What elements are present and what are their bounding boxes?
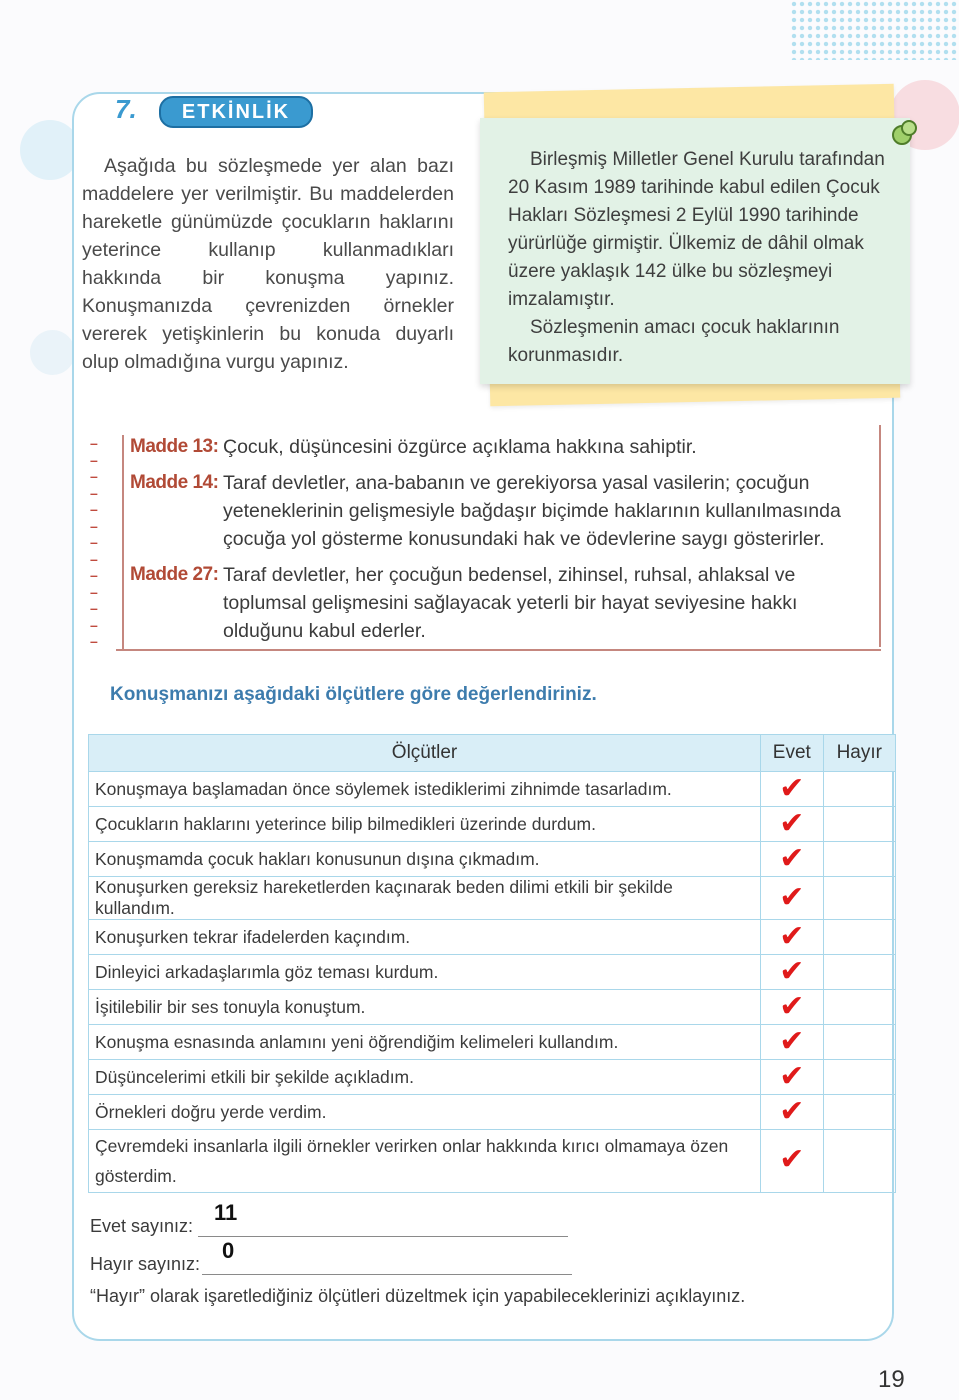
table-row [89, 1130, 896, 1193]
final-instruction: “Hayır” olarak işaretlediğiniz ölçütleri düzeltmek için yapabileceklerinizi açıklayınız. [90, 1286, 746, 1306]
criterion-text: Konuşurken tekrar ifadelerden kaçındım. [89, 920, 761, 955]
intro-paragraph: Aşağıda bu sözleşmede yer alan bazı maddelere yer verilmiştir. Bu maddelerden hareketle günümüzde çocukların haklarını yeterince kullanıp kullanmadıkları hakkında bir konuşma yapınız. Konuşmanızda çevrenizden örnekler vererek yetişkinlerin bu konuda duyarlı olup olmadığına vurgu yapınız. [82, 155, 454, 373]
criterion-text: Konuşmaya başlamadan önce söylemek istediklerimi zihnimde tasarladım. [89, 772, 761, 807]
checkmark-icon: ✔ [779, 954, 805, 989]
table-row [89, 842, 896, 877]
criterion-text: Örnekleri doğru yerde verdim. [89, 1095, 761, 1130]
yes-count [90, 1200, 238, 1237]
table-row [89, 920, 896, 955]
article-text: Taraf devletler, her çocuğun bedensel, zihinsel, ruhsal, ahlaksal ve toplumsal gelişmesini sağlayacak yeterli bir hayat seviyesine hakkı olduğunu kabul ederler. [223, 564, 798, 642]
no-cell[interactable] [823, 955, 895, 990]
article-label: Madde 27: [130, 564, 219, 585]
articles-right-border [879, 425, 881, 647]
yes-cell[interactable] [761, 807, 823, 842]
header-criteria: Ölçütler [89, 735, 761, 772]
activity-number: 7. [115, 94, 137, 124]
evaluation-subtitle: Konuşmanızı aşağıdaki ölçütlere göre değerlendiriniz. [110, 684, 597, 705]
table-row [89, 1060, 896, 1095]
table-row [89, 807, 896, 842]
checkmark-icon: ✔ [779, 989, 805, 1024]
checkmark-icon: ✔ [779, 919, 805, 954]
no-cell[interactable] [823, 1095, 895, 1130]
article-label: Madde 14: [130, 472, 219, 493]
yes-cell[interactable] [761, 990, 823, 1025]
note-paragraph-1: Birleşmiş Milletler Genel Kurulu tarafından 20 Kasım 1989 tarihinde kabul edilen Çocuk Hakları Sözleşmesi 2 Eylül 1990 tarihinde yürürlüğe girmiştir. Ülkemiz de dâhil olmak üzere yaklaşık 142 ülke bu sözleşmeyi imzalamıştır. [508, 149, 885, 310]
yes-cell[interactable] [761, 842, 823, 877]
article-text: Taraf devletler, ana-babanın ve gerekiyorsa yasal vasilerin; çocuğun yeteneklerinin gelişmesiyle bağdaşır biçimde haklarının kullanılmasında çocuğa yol gösterme konusundaki hak ve ödevlerine saygı gösterirler. [223, 472, 841, 550]
table-row [89, 1025, 896, 1060]
no-cell[interactable] [823, 877, 895, 920]
page-number: 19 [878, 1366, 905, 1393]
decorative-dots [790, 0, 959, 60]
no-count [90, 1238, 235, 1275]
criteria-body [89, 772, 896, 1193]
no-cell[interactable] [823, 920, 895, 955]
checkmark-icon: ✔ [779, 1141, 805, 1177]
criterion-text: Konuşma esnasında anlamını yeni öğrendiğim kelimeleri kullandım. [89, 1025, 761, 1060]
yes-count-value[interactable]: 11 [214, 1200, 238, 1225]
no-count-line [202, 1274, 572, 1275]
header-no: Hayır [823, 735, 895, 772]
checkmark-icon: ✔ [779, 1059, 805, 1094]
yes-cell[interactable] [761, 1025, 823, 1060]
yes-cell[interactable] [761, 1130, 823, 1193]
yes-cell[interactable] [761, 1060, 823, 1095]
articles-left-border [122, 435, 124, 650]
no-count-label: Hayır sayınız: [90, 1254, 201, 1274]
criterion-text: Düşüncelerimi etkili bir şekilde açıkladım. [89, 1060, 761, 1095]
decorative-dashes: – – – – – – – – – – – – – [90, 435, 98, 649]
checkmark-icon: ✔ [779, 771, 805, 806]
no-count-value[interactable]: 0 [222, 1238, 235, 1263]
no-cell[interactable] [823, 1130, 895, 1193]
criterion-text: Çevremdeki insanlarla ilgili örnekler verirken onlar hakkında kırıcı olmamaya özen gösterdim. [89, 1130, 761, 1193]
checkmark-icon: ✔ [779, 1024, 805, 1059]
decorative-blob [20, 120, 80, 180]
criterion-text: İşitilebilir bir ses tonuyla konuştum. [89, 990, 761, 1025]
criterion-text: Konuşurken gereksiz hareketlerden kaçınarak beden dilimi etkili bir şekilde kullandım. [89, 877, 761, 920]
no-cell[interactable] [823, 842, 895, 877]
table-row [89, 1095, 896, 1130]
note-paragraph-2: Sözleşmenin amacı çocuk haklarının korunmasıdır. [508, 317, 840, 366]
criterion-text: Dinleyici arkadaşlarımla göz teması kurdum. [89, 955, 761, 990]
table-row [89, 955, 896, 990]
table-header-row [89, 735, 896, 772]
checkmark-icon: ✔ [779, 806, 805, 841]
pushpin-icon [890, 118, 920, 148]
yes-cell[interactable] [761, 772, 823, 807]
activity-title [115, 92, 311, 128]
criterion-text: Konuşmamda çocuk hakları konusunun dışına çıkmadım. [89, 842, 761, 877]
article-label: Madde 13: [130, 436, 219, 457]
activity-title-label: ETKİNLİK [159, 96, 313, 128]
articles-bottom-border [116, 649, 881, 651]
yes-cell[interactable] [761, 955, 823, 990]
decorative-blob [30, 330, 75, 375]
checkmark-icon: ✔ [779, 841, 805, 876]
criteria-table [88, 734, 896, 1193]
header-yes: Evet [761, 735, 823, 772]
no-cell[interactable] [823, 990, 895, 1025]
yes-count-label: Evet sayınız: [90, 1216, 194, 1236]
checkmark-icon: ✔ [779, 880, 805, 915]
no-cell[interactable] [823, 1025, 895, 1060]
table-row [89, 772, 896, 807]
yes-cell[interactable] [761, 877, 823, 920]
yes-cell[interactable] [761, 920, 823, 955]
no-cell[interactable] [823, 1060, 895, 1095]
table-row [89, 990, 896, 1025]
yes-count-line [198, 1236, 568, 1237]
no-cell[interactable] [823, 772, 895, 807]
no-cell[interactable] [823, 807, 895, 842]
table-row [89, 877, 896, 920]
article-text: Çocuk, düşüncesini özgürce açıklama hakkına sahiptir. [223, 436, 697, 458]
criterion-text: Çocukların haklarını yeterince bilip bilmedikleri üzerinde durdum. [89, 807, 761, 842]
yes-cell[interactable] [761, 1095, 823, 1130]
info-note [480, 118, 910, 384]
articles-box [90, 425, 885, 655]
checkmark-icon: ✔ [779, 1094, 805, 1129]
